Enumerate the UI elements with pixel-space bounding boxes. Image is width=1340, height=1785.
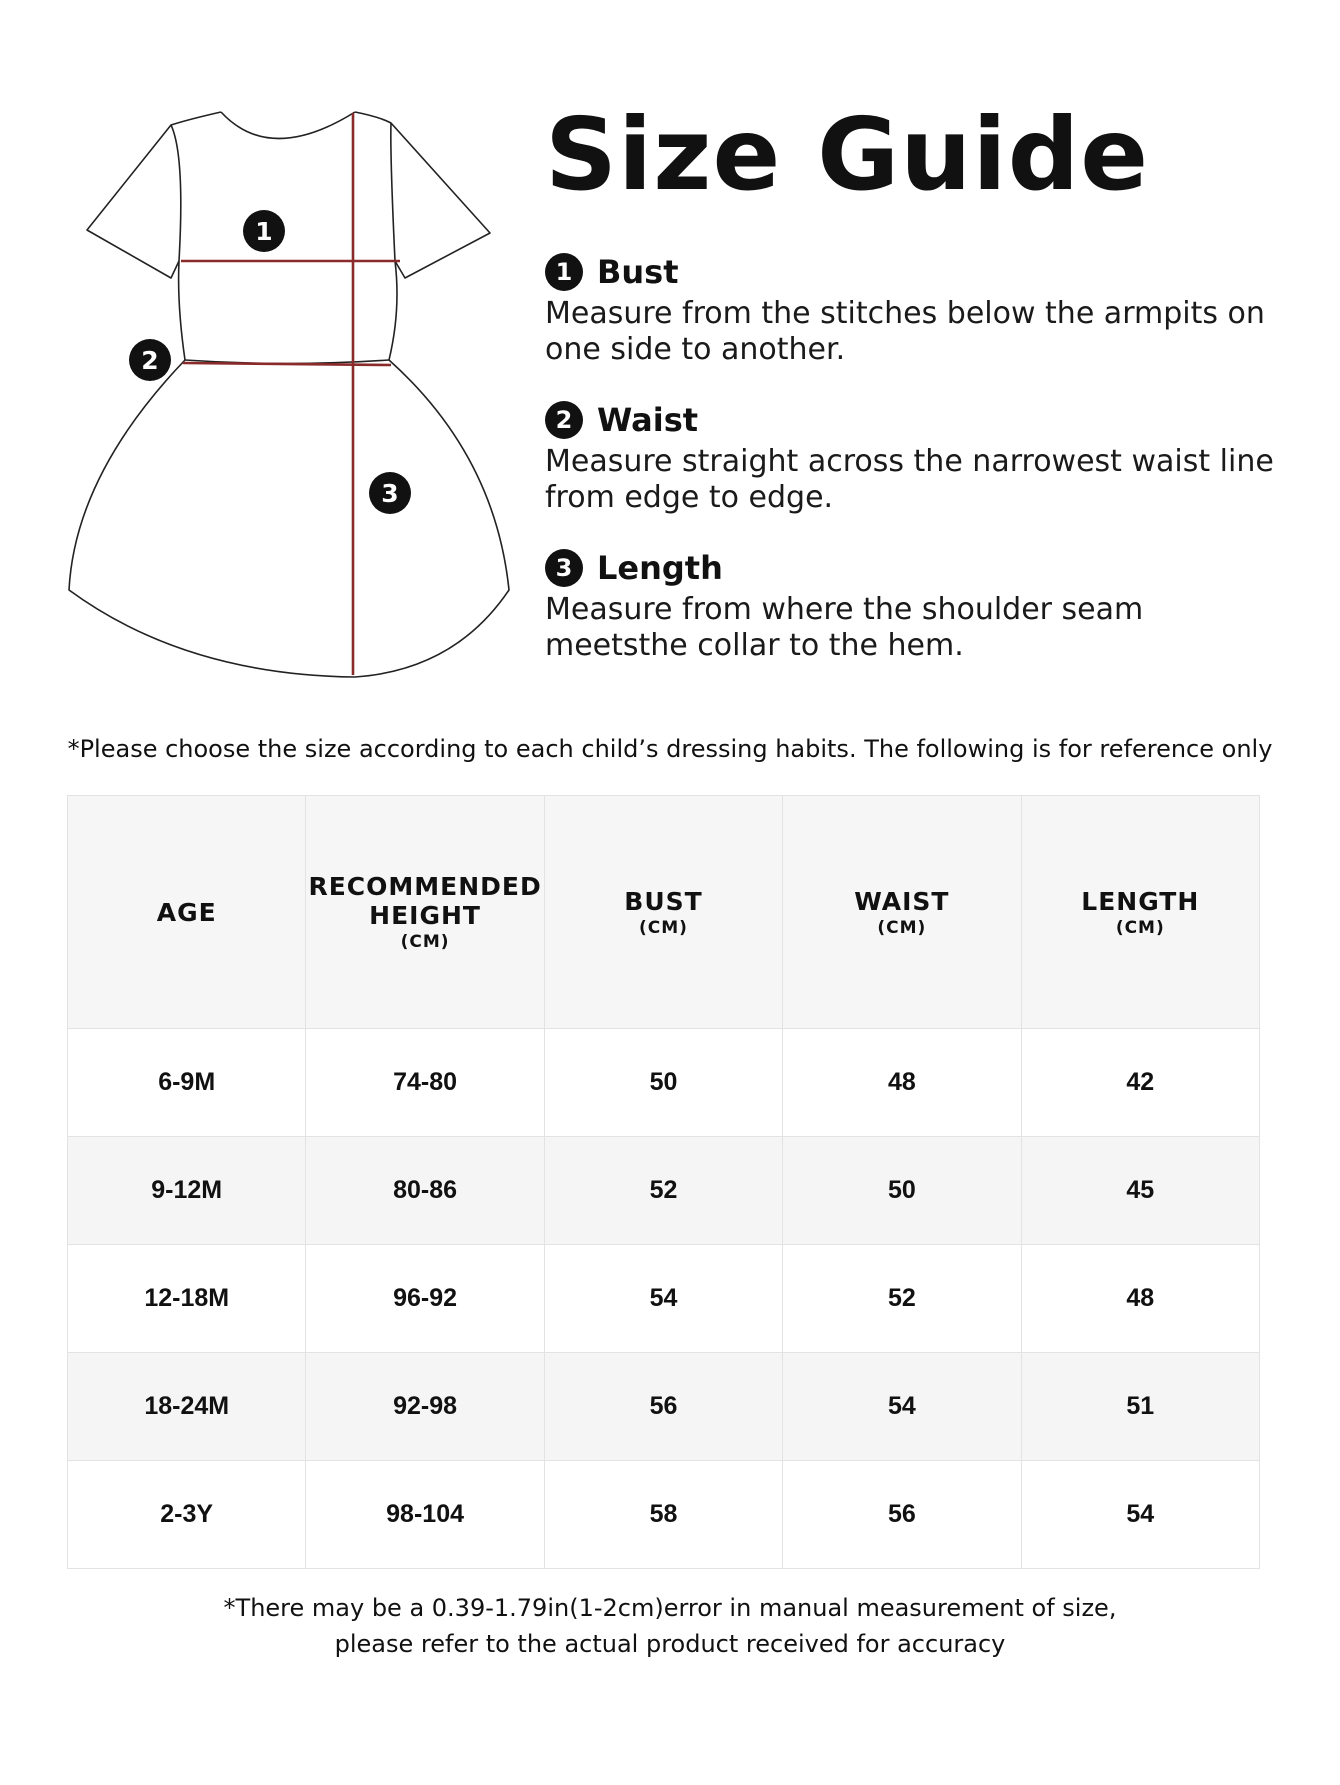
page-title: Size Guide [545,96,1150,213]
cell-length: 54 [1021,1461,1259,1569]
table-row [68,1353,1260,1461]
header-height-unit: (CM) [400,932,450,952]
table-row [68,1461,1260,1569]
cell-bust: 50 [544,1029,782,1137]
cell-waist: 52 [783,1245,1021,1353]
length-description: Measure from where the shoulder seam meetsthe collar to the hem. [545,592,1144,663]
reference-note: *Please choose the size according to each child’s dressing habits. The following is for reference only [67,735,1273,763]
cell-bust: 52 [544,1137,782,1245]
header-bust-unit: (CM) [639,917,688,938]
cell-bust: 56 [544,1353,782,1461]
cell-length: 51 [1021,1353,1259,1461]
measure-item-length [545,548,1285,664]
measure-item-waist [545,400,1285,516]
cell-age: 9-12M [68,1137,306,1245]
cell-height: 80-86 [306,1137,544,1245]
cell-bust: 58 [544,1461,782,1569]
length-title: Length [597,549,723,587]
cell-height: 96-92 [306,1245,544,1353]
waist-measure-line [183,363,391,365]
cell-waist: 50 [783,1137,1021,1245]
cell-bust: 54 [544,1245,782,1353]
waist-number-badge: 2 [545,401,583,439]
cell-age: 12-18M [68,1245,306,1353]
cell-length: 45 [1021,1137,1259,1245]
cell-height: 98-104 [306,1461,544,1569]
dress-skirt [69,360,509,677]
bust-marker-label: 1 [255,217,273,246]
table-row [68,1029,1260,1137]
cell-length: 48 [1021,1245,1259,1353]
header-age [68,796,306,1029]
cell-height: 92-98 [306,1353,544,1461]
dress-right-sleeve [355,112,490,278]
cell-height: 74-80 [306,1029,544,1137]
dress-bodice-right [389,123,397,360]
header-height-label: RECOMMENDED HEIGHT [308,872,542,930]
header-waist-unit: (CM) [877,917,927,938]
dress-left-sleeve [87,112,221,278]
measurement-error-note-line1: *There may be a 0.39-1.79in(1-2cm)error in manual measurement of size, [223,1594,1117,1622]
waist-description: Measure straight across the narrowest waist line from edge to edge. [545,444,1274,515]
header-length [1021,796,1259,1029]
table-header-row [68,796,1260,1029]
measurement-error-note-line2: please refer to the actual product received for accuracy [334,1630,1006,1658]
cell-waist: 56 [783,1461,1021,1569]
cell-age: 6-9M [68,1029,306,1137]
header-waist [783,796,1021,1029]
header-height [306,796,544,1029]
length-marker-label: 3 [381,479,399,508]
waist-title: Waist [597,401,699,439]
cell-length: 42 [1021,1029,1259,1137]
dress-collar [221,112,355,139]
cell-age: 18-24M [68,1353,306,1461]
waist-marker-label: 2 [141,346,159,375]
header-bust-label: BUST [624,886,703,916]
cell-waist: 48 [783,1029,1021,1137]
measure-item-bust [545,252,1285,368]
dress-diagram [55,95,525,705]
length-number-badge: 3 [545,549,583,587]
cell-age: 2-3Y [68,1461,306,1569]
bust-number-badge: 1 [545,253,583,291]
dress-bodice-left [171,125,185,360]
measurement-error-note [0,1590,1340,1662]
table-row [68,1245,1260,1353]
header-age-label: AGE [156,897,217,927]
header-waist-label: WAIST [854,886,950,916]
header-length-label: LENGTH [1081,886,1200,916]
bust-title: Bust [597,253,679,291]
size-table [67,795,1260,1569]
cell-waist: 54 [783,1353,1021,1461]
bust-description: Measure from the stitches below the armpits on one side to another. [545,296,1265,367]
header-bust [544,796,782,1029]
header-length-unit: (CM) [1115,917,1165,938]
table-row [68,1137,1260,1245]
